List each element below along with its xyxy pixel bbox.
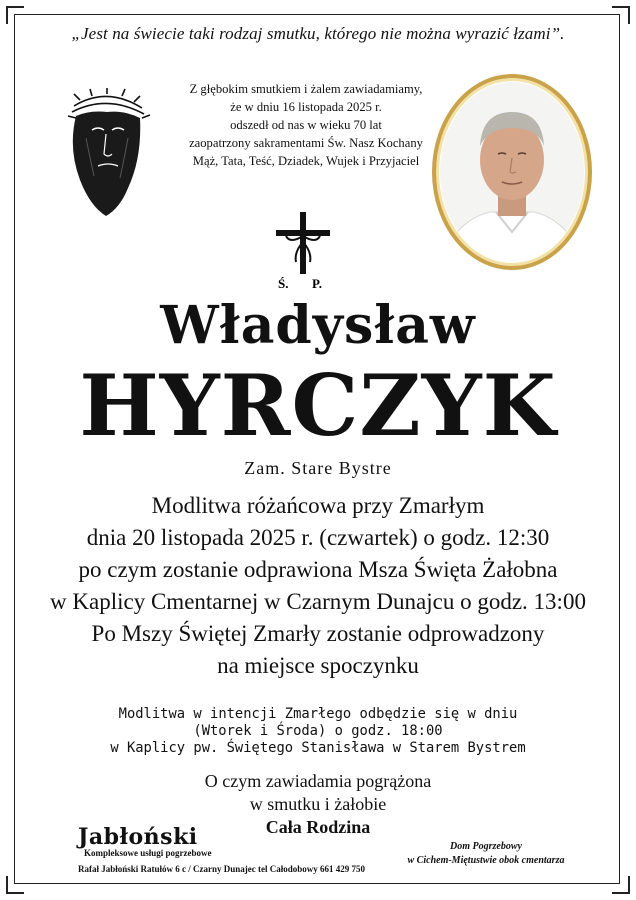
logo-name: Jabłoński bbox=[78, 824, 198, 850]
family-signature: Cała Rodzina bbox=[265, 817, 371, 837]
portrait-photo bbox=[430, 72, 594, 272]
jesus-crown-of-thorns-icon bbox=[62, 88, 152, 218]
funeral-home-location bbox=[386, 840, 586, 868]
ceremony-line: Modlitwa różańcowa przy Zmarłym bbox=[151, 493, 485, 518]
cross-icon bbox=[272, 212, 334, 292]
corner-ornament-top-right bbox=[612, 6, 630, 24]
intention-mass-notice bbox=[0, 706, 636, 757]
home-line: Dom Pogrzebowy bbox=[450, 841, 522, 852]
intention-line: Modlitwa w intencji Zmarłego odbędzie się w dniu bbox=[118, 706, 518, 722]
funeral-home-address: Rafał Jabłoński Ratułów 6 c / Czarny Dunajec tel Całodobowy 661 429 750 bbox=[78, 864, 366, 874]
home-line: w Cichem-Miętustwie obok cmentarza bbox=[407, 855, 565, 866]
ceremony-line: w Kaplicy Cmentarnej w Czarnym Dunajcu o godz. 13:00 bbox=[50, 589, 586, 614]
deceased-first-name: Władysław bbox=[160, 295, 476, 356]
notice-line: Mąż, Tata, Teść, Dziadek, Wujek i Przyjaciel bbox=[192, 154, 420, 168]
logo-subtitle: Kompleksowe usługi pogrzebowe bbox=[84, 848, 212, 858]
corner-ornament-bottom-right bbox=[612, 876, 630, 894]
corner-ornament-bottom-left bbox=[6, 876, 24, 894]
deceased-residence: Zam. Stare Bystre bbox=[244, 458, 392, 478]
intention-line: w Kaplicy pw. Świętego Stanisława w Starem Bystrem bbox=[110, 740, 526, 756]
notice-line: Z głębokim smutkiem i żalem zawiadamiamy, bbox=[189, 82, 423, 96]
cross-letter-left: Ś. bbox=[278, 276, 289, 291]
ceremony-line: Po Mszy Świętej Zmarły zostanie odprowadzony bbox=[91, 621, 545, 646]
cross-letter-right: P. bbox=[312, 276, 322, 291]
notice-line: zaopatrzony sakramentami Św. Nasz Kochany bbox=[189, 136, 423, 150]
family-line: w smutku i żałobie bbox=[249, 794, 387, 814]
corner-ornament-top-left bbox=[6, 6, 24, 24]
ceremony-line: na miejsce spoczynku bbox=[217, 653, 419, 678]
notice-line: że w dniu 16 listopada 2025 r. bbox=[230, 100, 382, 114]
intention-line: (Wtorek i Środa) o godz. 18:00 bbox=[193, 723, 443, 739]
ceremony-details bbox=[0, 490, 636, 682]
header-quote: „Jest na świecie taki rodzaj smutku, którego nie można wyrazić łzami”. bbox=[71, 24, 565, 43]
ceremony-line: po czym zostanie odprawiona Msza Święta Żałobna bbox=[78, 557, 558, 582]
notice-line: odszedł od nas w wieku 70 lat bbox=[230, 118, 382, 132]
family-line: O czym zawiadamia pogrążona bbox=[204, 771, 432, 791]
ceremony-line: dnia 20 listopada 2025 r. (czwartek) o godz. 12:30 bbox=[86, 525, 550, 550]
deceased-last-name: HYRCZYK bbox=[79, 356, 557, 455]
death-notice bbox=[166, 80, 446, 170]
